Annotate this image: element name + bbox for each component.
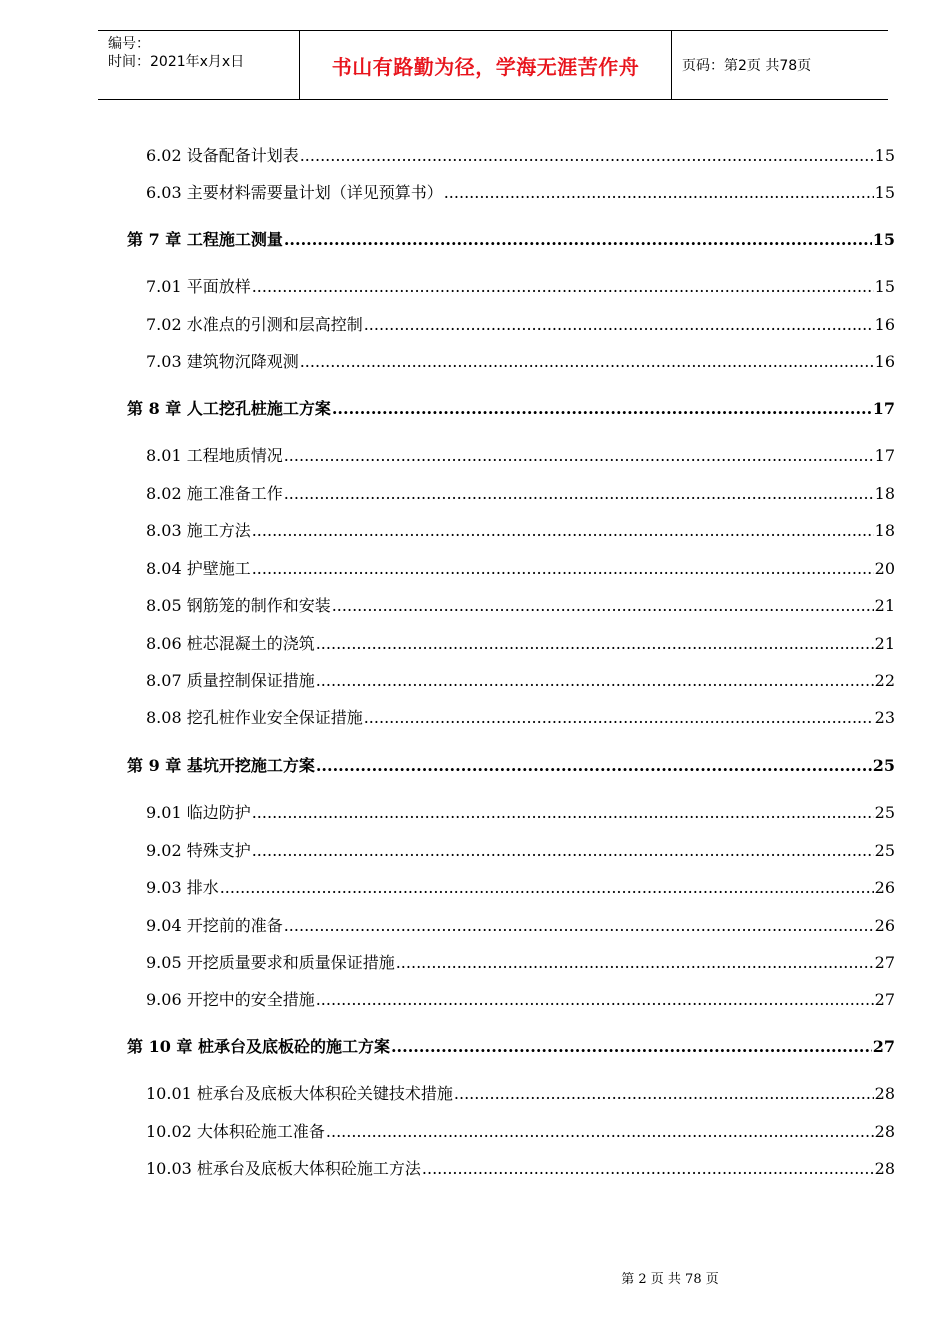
toc-dot-leader xyxy=(444,182,874,204)
toc-dot-leader xyxy=(364,707,874,729)
toc-section-entry[interactable] xyxy=(146,520,895,542)
toc-entry-page: 27 xyxy=(874,953,895,972)
toc-section-entry[interactable] xyxy=(146,877,895,899)
toc-entry-page: 23 xyxy=(874,708,895,727)
toc-entry-page: 25 xyxy=(872,756,895,775)
toc-section-entry[interactable] xyxy=(146,989,895,1011)
toc-dot-leader xyxy=(316,633,874,655)
toc-dot-leader xyxy=(300,351,874,373)
toc-entry-page: 15 xyxy=(874,146,895,165)
toc-entry-label: 8.02 施工准备工作 xyxy=(146,484,283,503)
toc-dot-leader xyxy=(252,840,874,862)
toc-dot-leader xyxy=(391,1036,872,1058)
toc-section-entry[interactable] xyxy=(146,802,895,824)
toc-section-entry[interactable] xyxy=(146,707,895,729)
toc-entry-label: 9.05 开挖质量要求和质量保证措施 xyxy=(146,953,395,972)
toc-dot-leader xyxy=(252,558,874,580)
toc-section-entry[interactable] xyxy=(146,445,895,467)
toc-section-entry[interactable] xyxy=(146,840,895,862)
toc-entry-page: 26 xyxy=(874,916,895,935)
toc-entry-label: 7.03 建筑物沉降观测 xyxy=(146,352,299,371)
toc-dot-leader xyxy=(316,989,874,1011)
page-header xyxy=(98,30,888,100)
toc-dot-leader xyxy=(220,877,874,899)
toc-section-entry[interactable] xyxy=(146,558,895,580)
toc-entry-page: 26 xyxy=(874,878,895,897)
document-number-label: 编号： xyxy=(108,36,150,52)
toc-entry-label: 10.02 大体积砼施工准备 xyxy=(146,1122,325,1141)
toc-entry-page: 27 xyxy=(874,990,895,1009)
toc-section-entry[interactable] xyxy=(146,633,895,655)
toc-entry-label: 8.08 挖孔桩作业安全保证措施 xyxy=(146,708,363,727)
document-time: 时间：2021年x月x日 xyxy=(108,54,245,70)
toc-entry-page: 17 xyxy=(872,399,895,418)
toc-chapter-entry[interactable] xyxy=(127,1036,895,1058)
toc-entry-page: 28 xyxy=(874,1084,895,1103)
toc-dot-leader xyxy=(284,229,872,251)
toc-entry-page: 16 xyxy=(874,315,895,334)
footer-page-number: 第 2 页 共 78 页 xyxy=(621,1272,719,1287)
header-motto: 书山有路勤为径，学海无涯苦作舟 xyxy=(300,31,672,99)
toc-dot-leader xyxy=(284,483,874,505)
toc-entry-label: 9.01 临边防护 xyxy=(146,803,251,822)
toc-dot-leader xyxy=(454,1083,874,1105)
toc-entry-label: 第 8 章 人工挖孔桩施工方案 xyxy=(127,399,331,418)
toc-entry-page: 28 xyxy=(874,1122,895,1141)
toc-dot-leader xyxy=(284,915,874,937)
toc-entry-label: 9.02 特殊支护 xyxy=(146,841,251,860)
toc-entry-label: 第 10 章 桩承台及底板砼的施工方案 xyxy=(127,1037,390,1056)
header-meta xyxy=(98,31,300,99)
toc-entry-page: 15 xyxy=(874,183,895,202)
toc-entry-label: 10.01 桩承台及底板大体积砼关键技术措施 xyxy=(146,1084,453,1103)
toc-section-entry[interactable] xyxy=(146,670,895,692)
toc-entry-label: 7.01 平面放样 xyxy=(146,277,251,296)
toc-section-entry[interactable] xyxy=(146,1158,895,1180)
toc-section-entry[interactable] xyxy=(146,483,895,505)
toc-chapter-entry[interactable] xyxy=(127,755,895,777)
toc-chapter-entry[interactable] xyxy=(127,398,895,420)
toc-dot-leader xyxy=(316,670,874,692)
toc-entry-page: 27 xyxy=(872,1037,895,1056)
toc-section-entry[interactable] xyxy=(146,182,895,204)
toc-entry-label: 8.07 质量控制保证措施 xyxy=(146,671,315,690)
toc-section-entry[interactable] xyxy=(146,1083,895,1105)
toc-chapter-entry[interactable] xyxy=(127,229,895,251)
toc-entry-page: 17 xyxy=(874,446,895,465)
toc-entry-label: 8.03 施工方法 xyxy=(146,521,251,540)
toc-dot-leader xyxy=(422,1158,874,1180)
toc-entry-label: 8.06 桩芯混凝土的浇筑 xyxy=(146,634,315,653)
toc-entry-page: 18 xyxy=(874,521,895,540)
toc-entry-page: 18 xyxy=(874,484,895,503)
toc-dot-leader xyxy=(364,314,874,336)
toc-entry-page: 15 xyxy=(874,277,895,296)
toc-dot-leader xyxy=(252,276,874,298)
toc-dot-leader xyxy=(316,755,872,777)
toc-section-entry[interactable] xyxy=(146,1121,895,1143)
toc-dot-leader xyxy=(326,1121,874,1143)
page-footer xyxy=(0,1268,950,1287)
toc-dot-leader xyxy=(300,145,874,167)
toc-entry-label: 8.01 工程地质情况 xyxy=(146,446,283,465)
toc-entry-label: 6.03 主要材料需要量计划（详见预算书） xyxy=(146,183,443,202)
toc-section-entry[interactable] xyxy=(146,145,895,167)
toc-entry-label: 9.03 排水 xyxy=(146,878,219,897)
toc-entry-label: 9.06 开挖中的安全措施 xyxy=(146,990,315,1009)
toc-entry-label: 8.04 护壁施工 xyxy=(146,559,251,578)
toc-entry-page: 22 xyxy=(874,671,895,690)
toc-section-entry[interactable] xyxy=(146,595,895,617)
toc-dot-leader xyxy=(252,520,874,542)
toc-entry-label: 8.05 钢筋笼的制作和安装 xyxy=(146,596,331,615)
toc-entry-page: 25 xyxy=(874,841,895,860)
toc-entry-label: 第 7 章 工程施工测量 xyxy=(127,230,283,249)
toc-entry-label: 6.02 设备配备计划表 xyxy=(146,146,299,165)
toc-entry-page: 15 xyxy=(872,230,895,249)
toc-section-entry[interactable] xyxy=(146,314,895,336)
toc-section-entry[interactable] xyxy=(146,351,895,373)
toc-entry-page: 16 xyxy=(874,352,895,371)
toc-entry-page: 21 xyxy=(874,634,895,653)
toc-section-entry[interactable] xyxy=(146,915,895,937)
toc-section-entry[interactable] xyxy=(146,276,895,298)
toc-entry-page: 25 xyxy=(874,803,895,822)
toc-section-entry[interactable] xyxy=(146,952,895,974)
toc-entry-page: 20 xyxy=(874,559,895,578)
toc-dot-leader xyxy=(396,952,874,974)
toc-entry-page: 28 xyxy=(874,1159,895,1178)
toc-entry-label: 9.04 开挖前的准备 xyxy=(146,916,283,935)
toc-dot-leader xyxy=(252,802,874,824)
toc-entry-label: 7.02 水准点的引测和层高控制 xyxy=(146,315,363,334)
toc-entry-label: 第 9 章 基坑开挖施工方案 xyxy=(127,756,315,775)
toc-entry-page: 21 xyxy=(874,596,895,615)
toc-dot-leader xyxy=(332,398,872,420)
header-page-info: 页码：第2页 共78页 xyxy=(682,58,812,74)
toc-dot-leader xyxy=(284,445,874,467)
toc-entry-label: 10.03 桩承台及底板大体积砼施工方法 xyxy=(146,1159,421,1178)
toc-dot-leader xyxy=(332,595,874,617)
